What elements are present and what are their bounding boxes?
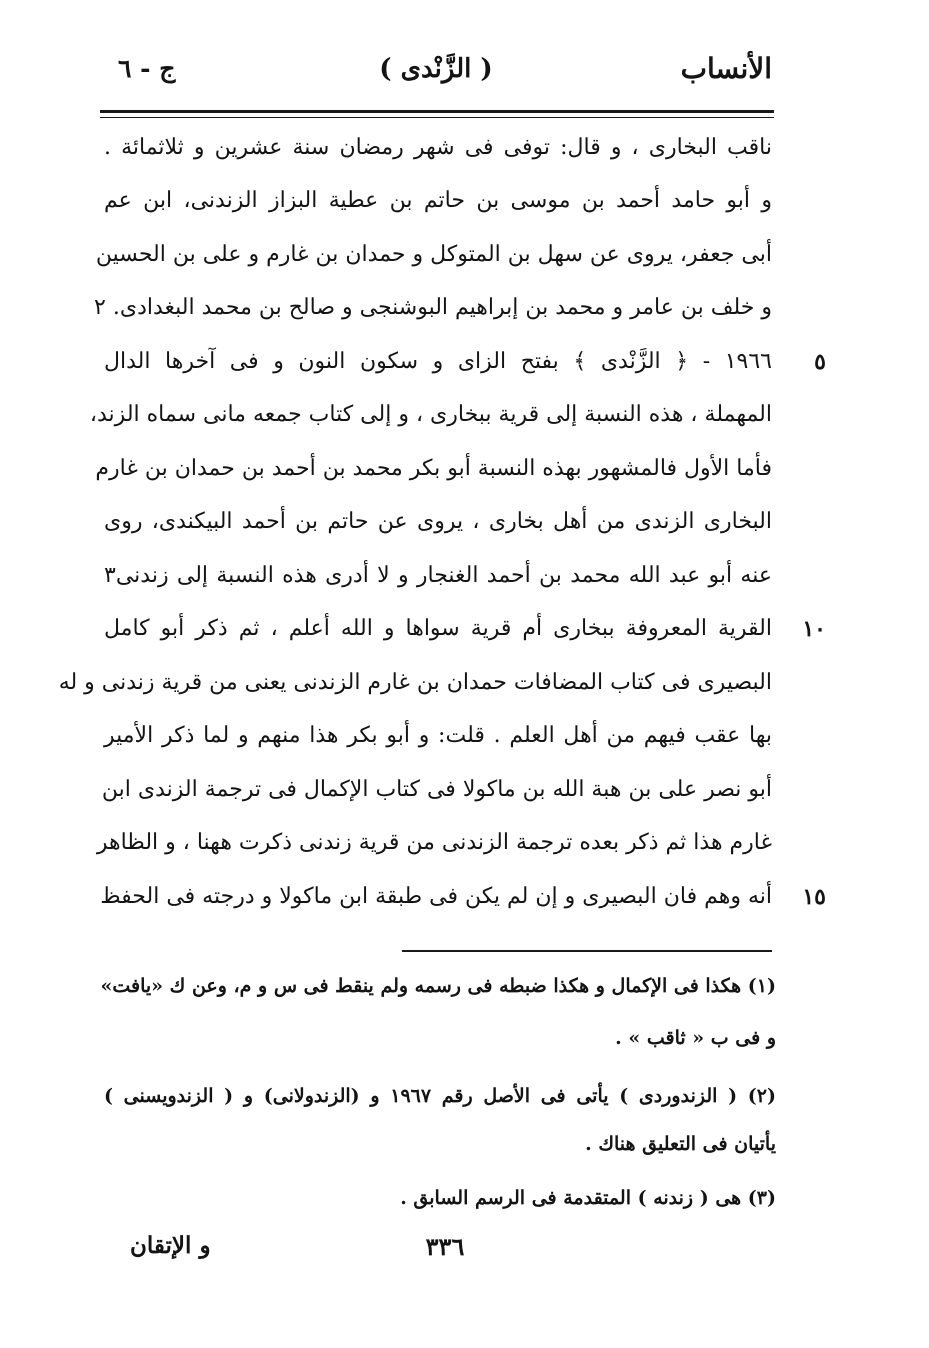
footnote-2: (٢) ( الزندوردى ) يأتى فى الأصل رقم ١٩٦٧ و (الزندولانى) و ( الزندويسنى ): [104, 1085, 777, 1107]
catchword: و الإتقان: [130, 1232, 211, 1259]
header-rule-thin: [100, 117, 774, 118]
running-header: [100, 52, 772, 94]
book-title: الأنساب: [680, 52, 772, 85]
body-line: المهملة ، هذه النسبة إلى قرية ببخارى ، و إلى كتاب جمعه مانى سماه الزند،: [89, 402, 772, 427]
body-line: و أبو حامد أحمد بن موسى بن حاتم بن عطية البزاز الزندنى، ابن عم: [104, 188, 772, 213]
body-line: غارم هذا ثم ذكر بعده ترجمة الزندنى من قرية زندنى ذكرت ههنا ، و الظاهر: [96, 830, 772, 855]
body-line: أنه وهم فان البصيرى و إن لم يكن فى طبقة ابن ماكولا و درجته فى الحفظ: [100, 884, 772, 909]
body-line: أبو نصر على بن هبة الله بن ماكولا فى كتاب الإكمال فى ترجمة الزندى ابن: [101, 777, 772, 802]
footnote-2-continued: يأتيان فى التعليق هناك .: [585, 1133, 776, 1155]
body-line: فأما الأول فالمشهور بهذه النسبة أبو بكر محمد بن أحمد بن حمدان بن غارم: [95, 456, 772, 481]
body-line: القرية المعروفة ببخارى أم قرية سواها و الله أعلم ، ثم ذكر أبو كامل: [104, 616, 772, 641]
body-line: ناقب البخارى ، و قال: توفى فى شهر رمضان سنة عشرين و ثلاثمائة .: [104, 135, 772, 160]
footnote-1: (١) هكذا فى الإكمال و هكذا ضبطه فى رسمه ولم ينقط فى س و م، وعن ك «يافت»: [100, 975, 776, 997]
body-line: بها عقب فيهم من أهل العلم . قلت: و أبو بكر هذا منهم و لما ذكر الأمير: [104, 723, 772, 748]
volume-label: ج - ٦: [118, 54, 176, 83]
footnote-rule: [402, 950, 772, 952]
header-rule-thick: [100, 110, 774, 113]
body-line: البصيرى فى كتاب المضافات حمدان بن غارم الزندنى يعنى من قرية زندنى و له: [58, 670, 772, 695]
line-number-10: ١٠: [802, 616, 826, 642]
entry-title: ( الزَّنْدى ): [379, 54, 493, 84]
line-number-5: ٥: [814, 349, 826, 375]
footnote-1-continued: و فى ب « ثاقب » .: [615, 1027, 776, 1049]
body-line: البخارى الزندى من أهل بخارى ، يروى عن حاتم بن أحمد البيكندى، روى: [104, 509, 772, 534]
body-line: و خلف بن عامر و محمد بن إبراهيم البوشنجى و صالح بن محمد البغدادى. ٢: [94, 295, 772, 320]
entry-heading-line: ١٩٦٦ - ﴿ الزَّنْدى ﴾ بفتح الزاى و سكون النون و فى آخرها الدال: [104, 349, 772, 374]
footnote-3: (٣) هى ( زندنه ) المتقدمة فى الرسم السابق .: [400, 1187, 776, 1209]
body-line: أبى جعفر، يروى عن سهل بن المتوكل و حمدان بن غارم و على بن الحسين: [95, 242, 772, 267]
body-line: عنه أبو عبد الله محمد بن أحمد الغنجار و لا أدرى هذه النسبة إلى زندنى٣: [104, 563, 772, 588]
page-number: ٣٣٦: [425, 1232, 465, 1261]
line-number-15: ١٥: [802, 884, 826, 910]
